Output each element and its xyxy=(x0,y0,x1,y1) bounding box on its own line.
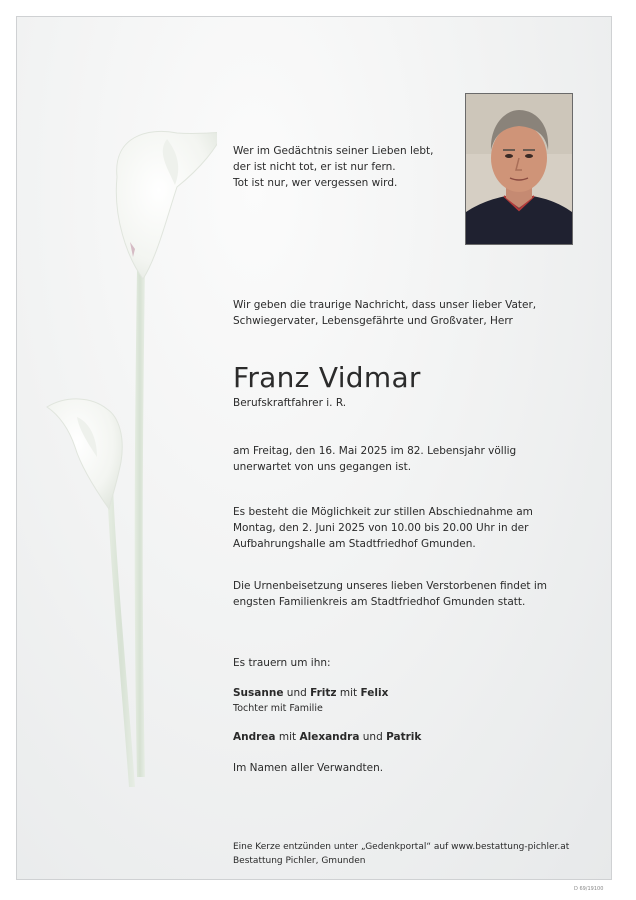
farewell-notice xyxy=(233,504,593,552)
conjunction: mit xyxy=(339,687,358,699)
deceased-occupation: Berufskraftfahrer i. R. xyxy=(233,397,347,409)
mourner-name: Alexandra xyxy=(299,731,360,743)
footer-funeral-home: Bestattung Pichler, Gmunden xyxy=(233,856,366,866)
print-code: D 69/19100 xyxy=(574,886,604,892)
mourner-name: Patrik xyxy=(386,731,422,743)
portrait-photo xyxy=(465,93,573,245)
death-notice xyxy=(233,443,593,475)
footer xyxy=(233,840,569,868)
mourners-closing: Im Namen aller Verwandten. xyxy=(233,762,384,774)
announcement-line: Wir geben die traurige Nachricht, dass unser lieber Vater, xyxy=(233,299,537,311)
mourners-intro: Es trauern um ihn: xyxy=(233,657,331,669)
quote-line: Tot ist nur, wer vergessen wird. xyxy=(233,177,398,189)
burial-line: Die Urnenbeisetzung unseres lieben Verstorbenen findet im xyxy=(233,580,548,592)
mourner-name: Fritz xyxy=(310,687,337,699)
deceased-name: Franz Vidmar xyxy=(233,361,421,394)
farewell-line: Montag, den 2. Juni 2025 von 10.00 bis 20.00 Uhr in der xyxy=(233,522,529,534)
mourner-names xyxy=(233,685,388,701)
announcement-text xyxy=(233,297,593,329)
memorial-quote xyxy=(233,143,433,191)
farewell-line: Aufbahrungshalle am Stadtfriedhof Gmunden. xyxy=(233,538,476,550)
death-line: am Freitag, den 16. Mai 2025 im 82. Lebensjahr völlig xyxy=(233,445,517,457)
burial-line: engsten Familienkreis am Stadtfriedhof Gmunden statt. xyxy=(233,596,526,608)
quote-line: Wer im Gedächtnis seiner Lieben lebt, xyxy=(233,145,434,157)
footer-memorial-link: Eine Kerze entzünden unter „Gedenkportal“ auf www.bestattung-pichler.at xyxy=(233,842,570,852)
conjunction: und xyxy=(286,687,307,699)
mourner-name: Andrea xyxy=(233,731,276,743)
farewell-line: Es besteht die Möglichkeit zur stillen Abschiednahme am xyxy=(233,506,533,518)
conjunction: mit xyxy=(278,731,297,743)
mourner-relation: Tochter mit Familie xyxy=(233,703,323,714)
mourner-group-2 xyxy=(233,729,421,745)
mourner-group-1 xyxy=(233,685,388,717)
mourner-name: Susanne xyxy=(233,687,284,699)
burial-notice xyxy=(233,578,593,610)
death-line: unerwartet von uns gegangen ist. xyxy=(233,461,412,473)
mourner-name: Felix xyxy=(360,687,389,699)
quote-line: der ist nicht tot, er ist nur fern. xyxy=(233,161,396,173)
announcement-line: Schwiegervater, Lebensgefährte und Großvater, Herr xyxy=(233,315,513,327)
calla-lily-illustration xyxy=(17,17,217,881)
obituary-card xyxy=(16,16,612,880)
conjunction: und xyxy=(362,731,383,743)
